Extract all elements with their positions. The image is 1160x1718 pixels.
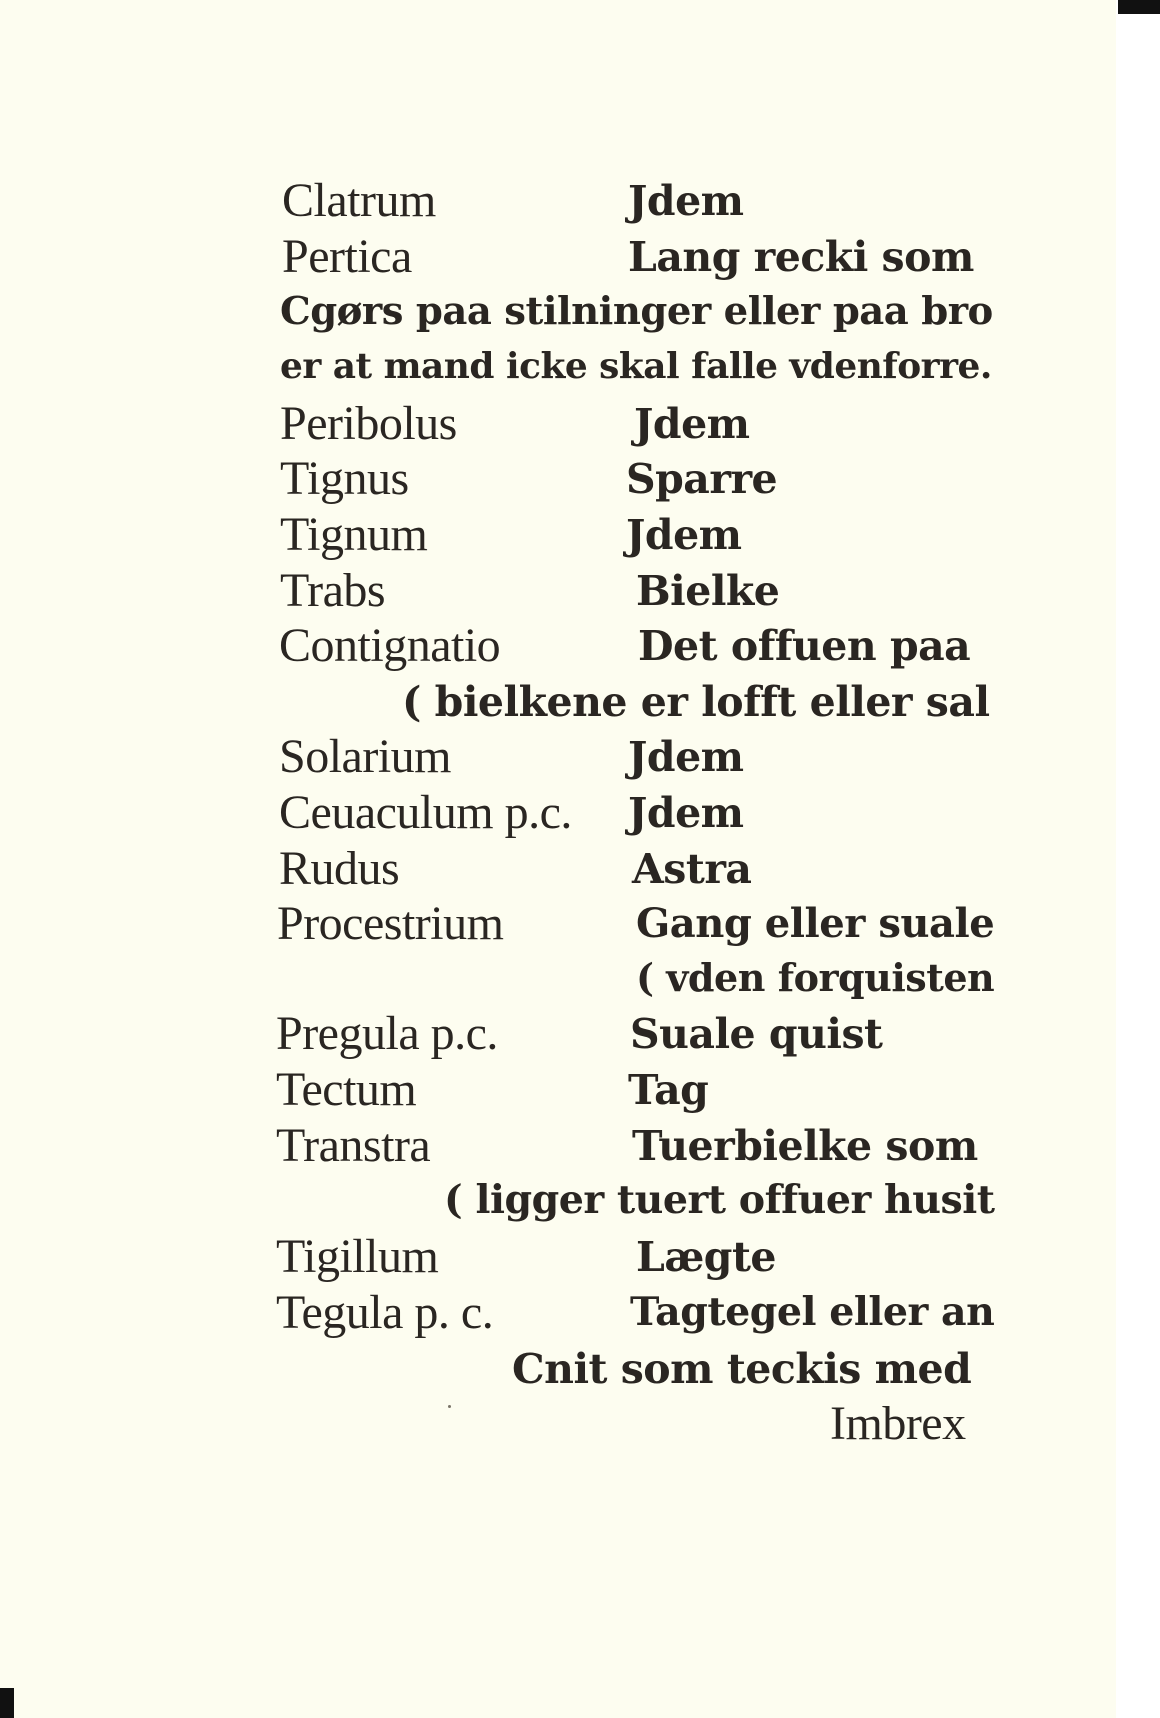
- latin-term: Trabs: [280, 564, 386, 617]
- danish-translation: Jdem: [634, 400, 750, 448]
- danish-translation: Tagtegel eller an: [630, 1289, 995, 1335]
- danish-translation: Jdem: [626, 511, 742, 559]
- scan-edge-mark: [0, 1688, 14, 1718]
- latin-term: Pertica: [282, 230, 412, 283]
- danish-translation: ( vden forquisten: [636, 955, 995, 1000]
- danish-translation: Jdem: [628, 789, 744, 837]
- scan-margin: [1116, 0, 1160, 1718]
- danish-translation: ( ligger tuert offuer husit: [444, 1177, 995, 1223]
- latin-term: Ceuaculum p.c.: [279, 786, 572, 839]
- danish-translation: Det offuen paa: [638, 622, 971, 670]
- latin-term: Procestrium: [277, 897, 504, 950]
- latin-term: Tegula p. c.: [276, 1286, 494, 1339]
- danish-translation: Tag: [628, 1066, 709, 1114]
- danish-translation: ( bielkene er lofft eller sal: [402, 678, 990, 726]
- latin-term: Solarium: [279, 730, 451, 783]
- paper-speck: [448, 1405, 451, 1408]
- latin-term: Tigillum: [276, 1230, 439, 1283]
- latin-term: Tignum: [280, 508, 428, 561]
- danish-translation: Jdem: [628, 733, 744, 781]
- latin-term: Pregula p.c.: [276, 1007, 498, 1060]
- danish-translation: er at mand icke skal falle vdenforre.: [280, 345, 992, 387]
- danish-translation: Lang recki som: [628, 233, 974, 281]
- latin-term: Transtra: [276, 1119, 431, 1172]
- latin-term: Peribolus: [280, 397, 457, 450]
- scan-edge-mark: [1118, 0, 1160, 14]
- danish-translation: Suale quist: [630, 1010, 883, 1058]
- danish-translation: Sparre: [626, 455, 778, 503]
- danish-translation: Tuerbielke som: [632, 1122, 978, 1170]
- danish-translation: Cgørs paa stilninger eller paa bro: [280, 289, 993, 334]
- danish-translation: Astra: [632, 845, 752, 893]
- latin-term: Contignatio: [279, 619, 501, 672]
- danish-translation: Bielke: [636, 567, 780, 615]
- latin-term: Tignus: [280, 452, 409, 505]
- danish-translation: Gang eller suale: [636, 900, 995, 947]
- latin-term: Tectum: [276, 1063, 417, 1116]
- danish-translation: Jdem: [628, 177, 744, 225]
- latin-term: Imbrex: [830, 1397, 966, 1450]
- danish-translation: Lægte: [636, 1233, 776, 1281]
- latin-term: Clatrum: [282, 174, 436, 227]
- danish-translation: Cnit som teckis med: [512, 1345, 972, 1393]
- latin-term: Rudus: [279, 842, 400, 895]
